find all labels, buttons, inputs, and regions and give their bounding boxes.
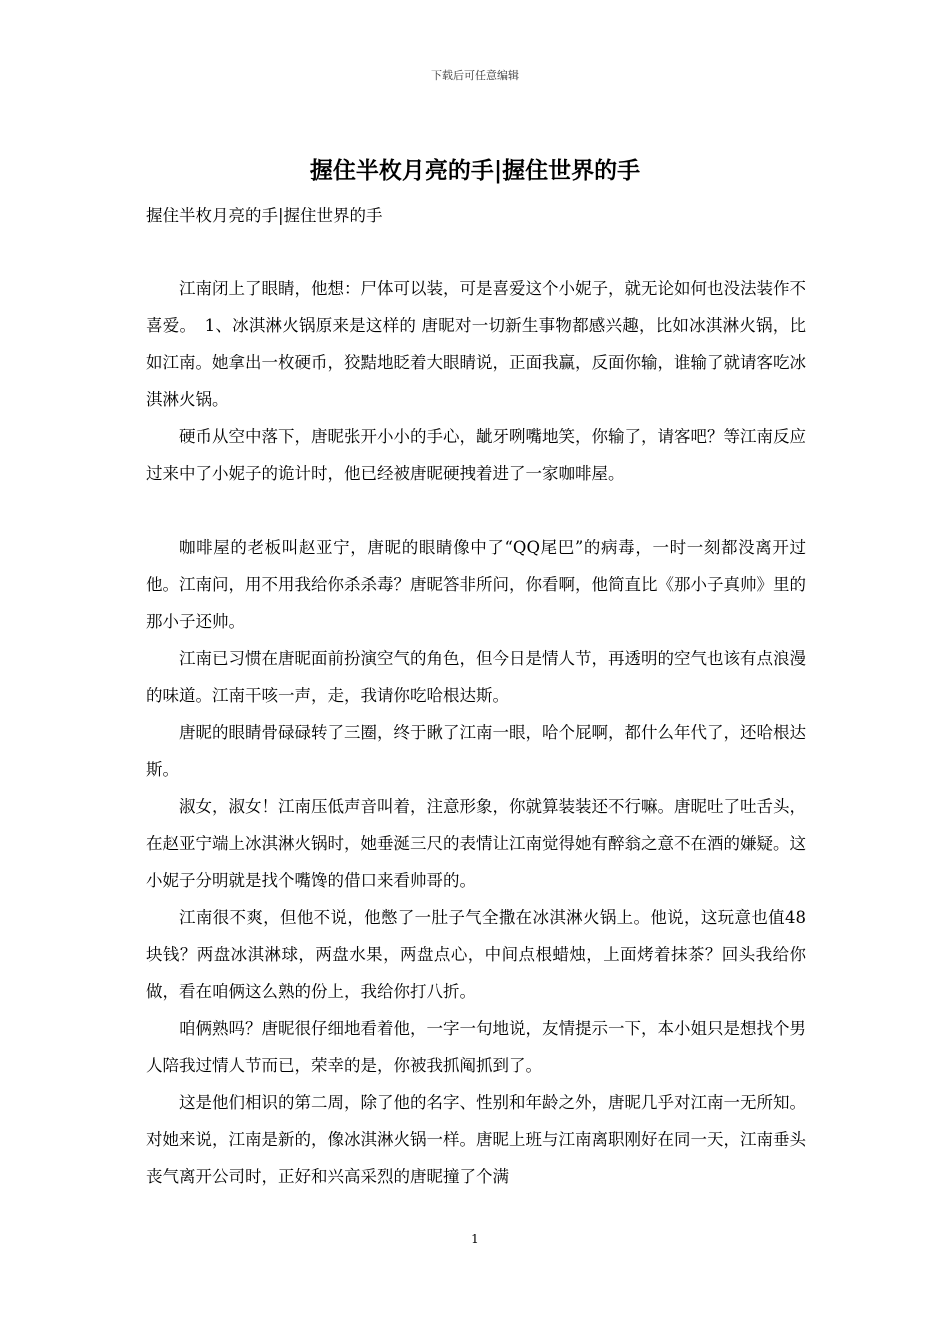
paragraph: 硬币从空中落下，唐昵张开小小的手心，龇牙咧嘴地笑，你输了，请客吧？等江南反应过来中了小妮子的诡计时，他已经被唐昵硬拽着进了一家咖啡屋。 <box>146 427 806 483</box>
document-body <box>146 270 806 1195</box>
paragraph: 这是他们相识的第二周，除了他的名字、性别和年龄之外，唐昵几乎对江南一无所知。对她来说，江南是新的，像冰淇淋火锅一样。唐昵上班与江南离职刚好在同一天，江南垂头丧气离开公司时，正好和兴高采烈的唐昵撞了个满 <box>146 1093 806 1186</box>
paragraph: 唐昵的眼睛骨碌碌转了三圈，终于瞅了江南一眼，哈个屁啊，都什么年代了，还哈根达斯。 <box>146 723 806 779</box>
paragraph: 江南已习惯在唐昵面前扮演空气的角色，但今日是情人节，再透明的空气也该有点浪漫的味道。江南干咳一声，走，我请你吃哈根达斯。 <box>146 649 806 705</box>
paragraph: 咖啡屋的老板叫赵亚宁，唐昵的眼睛像中了“QQ尾巴”的病毒，一时一刻都没离开过他。江南问，用不用我给你杀杀毒？唐昵答非所问，你看啊，他简直比《那小子真帅》里的那小子还帅。 <box>146 538 806 631</box>
document-subtitle: 握住半枚月亮的手|握住世界的手 <box>146 206 383 225</box>
paragraph: 江南闭上了眼睛，他想：尸体可以装，可是喜爱这个小妮子，就无论如何也没法装作不喜爱。 1、冰淇淋火锅原来是这样的 唐昵对一切新生事物都感兴趣，比如冰淇淋火锅，比如江南。她拿出一枚硬币，狡黠地眨着大眼睛说，正面我赢，反面你输，谁输了就请客吃冰淇淋火锅。 <box>146 279 806 409</box>
document-title: 握住半枚月亮的手|握住世界的手 <box>309 157 641 184</box>
paragraph: 咱俩熟吗？唐昵很仔细地看着他，一字一句地说，友情提示一下，本小姐只是想找个男人陪我过情人节而已，荣幸的是，你被我抓阄抓到了。 <box>146 1019 806 1075</box>
header-note: 下载后可任意编辑 <box>431 69 519 82</box>
page-number: 1 <box>471 1232 479 1246</box>
paragraph: 江南很不爽，但他不说，他憋了一肚子气全撒在冰淇淋火锅上。他说，这玩意也值48块钱？两盘冰淇淋球，两盘水果，两盘点心，中间点根蜡烛，上面烤着抹茶？回头我给你做，看在咱俩这么熟的份上，我给你打八折。 <box>146 908 806 1001</box>
paragraph: 淑女，淑女！江南压低声音叫着，注意形象，你就算装装还不行嘛。唐昵吐了吐舌头，在赵亚宁端上冰淇淋火锅时，她垂涎三尺的表情让江南觉得她有醉翁之意不在酒的嫌疑。这小妮子分明就是找个嘴馋的借口来看帅哥的。 <box>146 797 806 890</box>
